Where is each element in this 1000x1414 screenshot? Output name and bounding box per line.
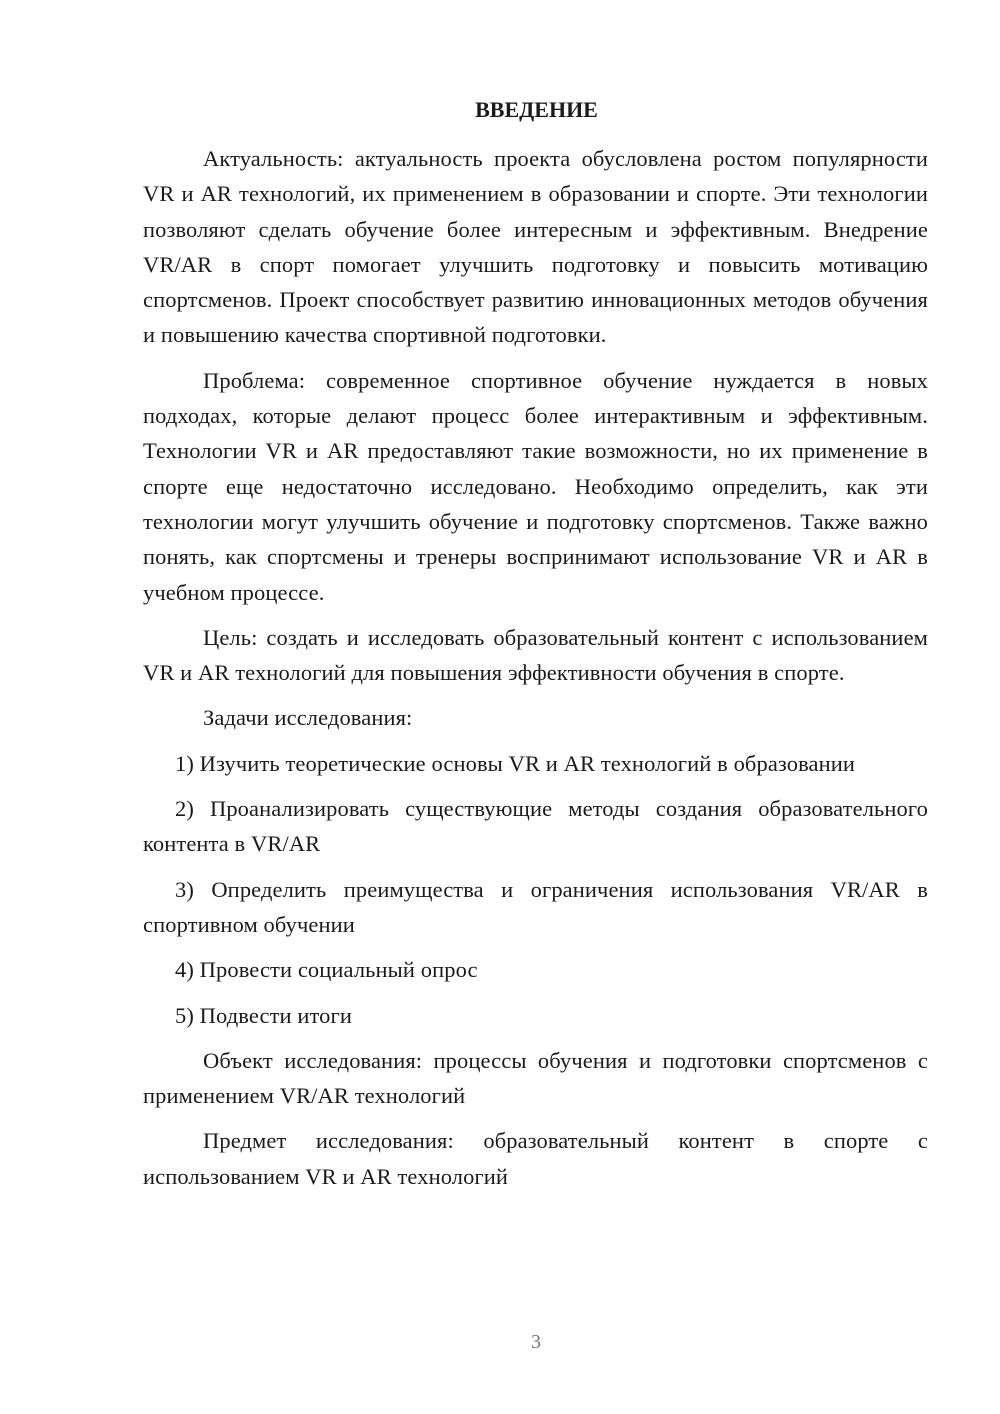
task-item-2: 2) Проанализировать существующие методы создания образовательного контента в VR/AR (143, 796, 928, 857)
tasks-title: Задачи исследования: (203, 705, 413, 731)
section-heading: ВВЕДЕНИЕ (475, 97, 598, 122)
page-number: 3 (531, 1331, 541, 1353)
task-item-3: 3) Определить преимущества и ограничения использования VR/AR в спортивном обучении (143, 876, 928, 937)
goal-paragraph: Цель: создать и исследовать образовательный контент с использованием VR и AR технологий для повышения эффективности обучения в спорте. (143, 624, 928, 686)
object-paragraph: Объект исследования: процессы обучения и подготовки спортсменов с применением VR/AR технологий (143, 1047, 928, 1109)
subject-paragraph: Предмет исследования: образовательный контент в спорте с использованием VR и AR технологий (143, 1128, 928, 1189)
relevance-paragraph: Актуальность: актуальность проекта обусловлена ростом популярности VR и AR технологий, их применением в образовании и спорте. Эти технологии позволяют сделать обучение более интересным и эффективным. Внедрение VR/AR в спорт помогает улучшить подготовку и повысить мотивацию спортсменов. Проект способствует развитию инновационных методов обучения и повышению качества спортивной подготовки. (143, 146, 928, 348)
task-item-5: 5) Подвести итоги (175, 1002, 352, 1028)
problem-paragraph: Проблема: современное спортивное обучение нуждается в новых подходах, которые делают процесс более интерактивным и эффективным. Технологии VR и AR предоставляют такие возможности, но их применение в спорте еще недостаточно исследовано. Необходимо определить, как эти технологии могут улучшить обучение и подготовку спортсменов. Также важно понять, как спортсмены и тренеры воспринимают использование VR и AR в учебном процессе. (143, 367, 928, 605)
document-body (143, 92, 928, 1204)
task-item-1: 1) Изучить теоретические основы VR и AR технологий в образовании (175, 750, 856, 776)
task-item-4: 4) Провести социальный опрос (175, 957, 478, 983)
